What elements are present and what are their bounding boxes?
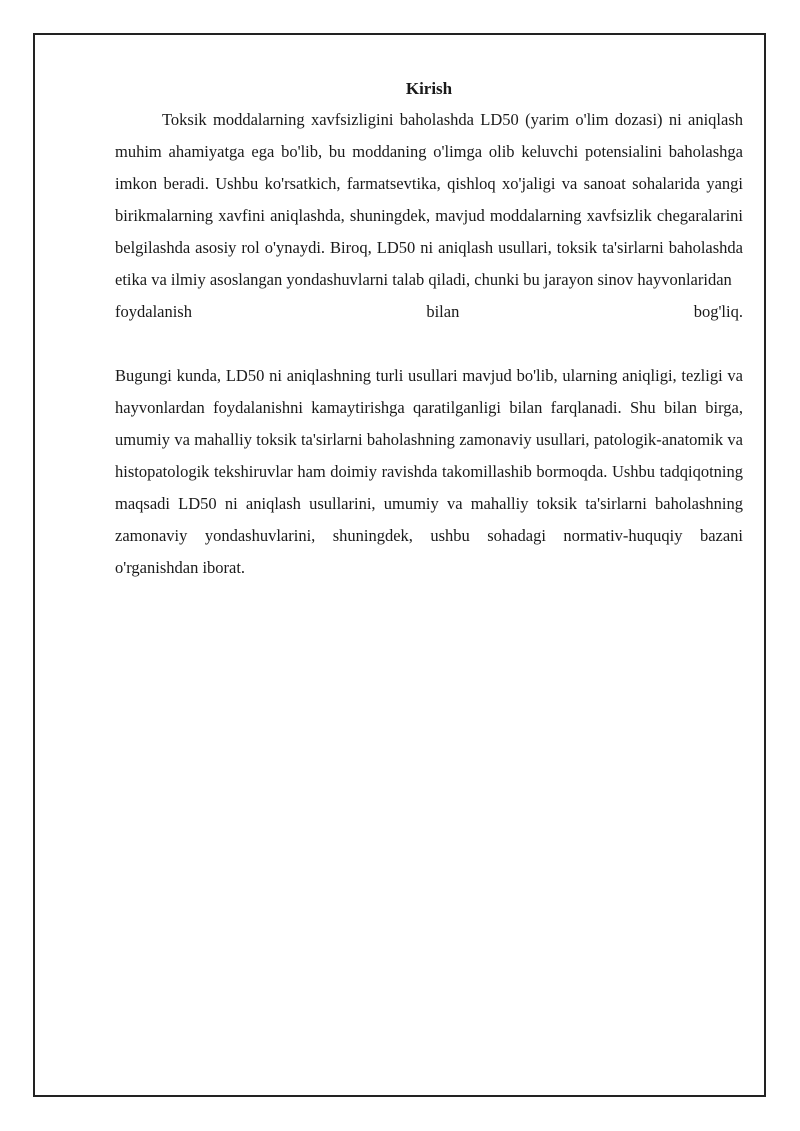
last-line-word-1: foydalanish: [115, 302, 192, 321]
last-line-word-2: bilan: [426, 302, 460, 321]
last-line-word-3: bog'liq.: [693, 302, 743, 321]
paragraph-methods: Bugungi kunda, LD50 ni aniqlashning turli usullari mavjud bo'lib, ularning aniqligi, tezligi va hayvonlardan foydalanishni kamaytirishga qaratilganligi bilan farqlanadi. Shu bilan birga, umumiy va mahalliy toksik ta'sirlarni baholashning zamonaviy usullari, patologik-anatomik va histopatologik tekshiruvlar ham doimiy ravishda takomillashib bormoqda. Ushbu tadqiqotning maqsadi LD50 ni aniqlash usullarini, umumiy va mahalliy toksik ta'sirlarni baholashning zamonaviy yondashuvlarini, shuningdek, ushbu sohadagi normativ-huquqiy bazani o'rganishdan iborat.: [115, 366, 743, 577]
paragraph-introduction-last-line: [115, 296, 743, 328]
document-body: [115, 76, 743, 584]
paragraph-spacer: [115, 328, 743, 360]
paragraph-introduction: Toksik moddalarning xavfsizligini baholashda LD50 (yarim o'lim dozasi) ni aniqlash muhim ahamiyatga ega bo'lib, bu moddaning o'limga olib keluvchi potensialini baholashga imkon beradi. Ushbu ko'rsatkich, farmatsevtika, qishloq xo'jaligi va sanoat sohalarida yangi birikmalarning xavfini aniqlashda, shuningdek, mavjud moddalarning xavfsizlik chegaralarini belgilashda asosiy rol o'ynaydi. Biroq, LD50 ni aniqlash usullari, toksik ta'sirlarni baholashda etika va ilmiy asoslangan yondashuvlarni talab qiladi, chunki bu jarayon sinov hayvonlaridan: [115, 110, 743, 289]
document-title: Kirish: [405, 79, 453, 98]
